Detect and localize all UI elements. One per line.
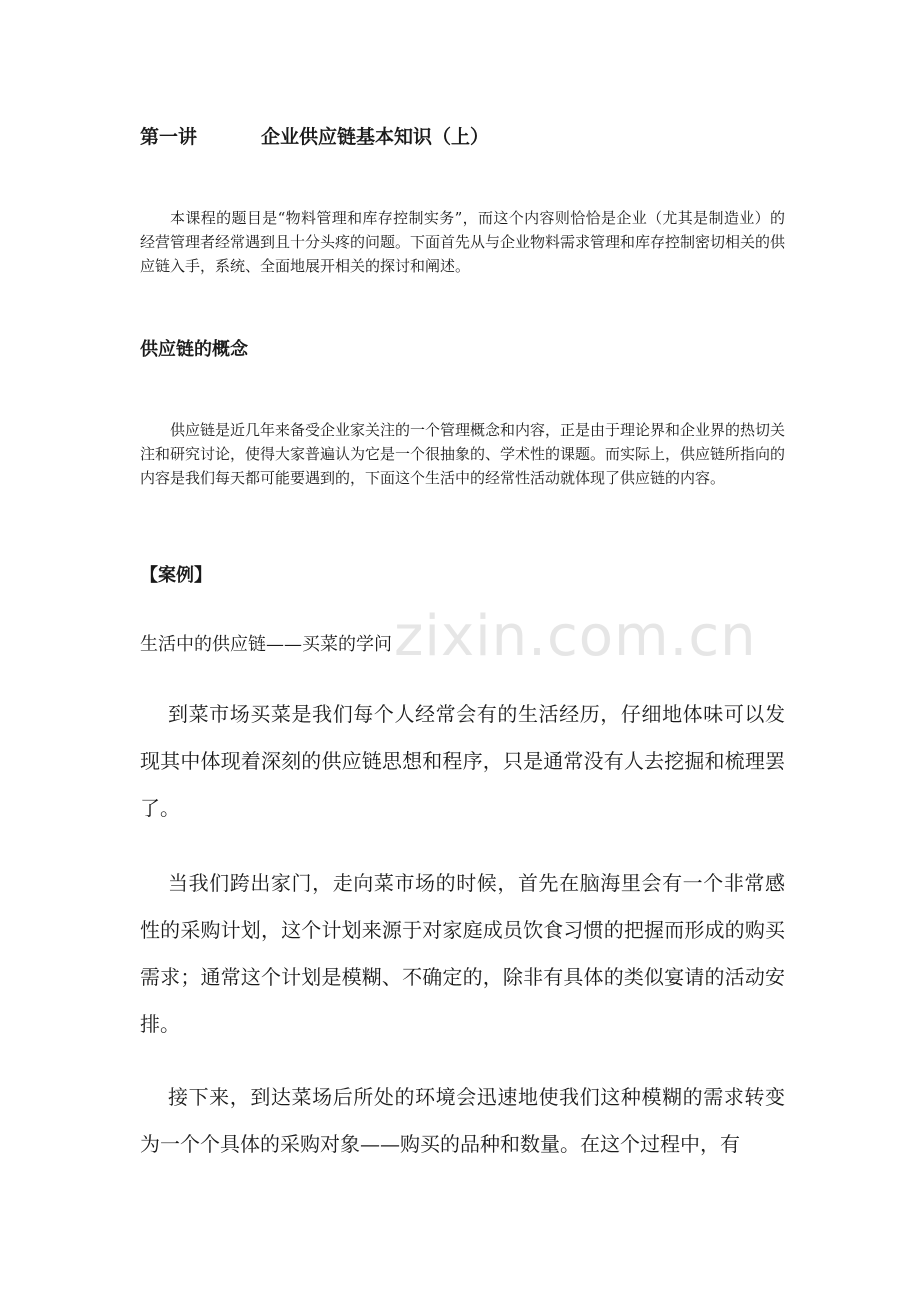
case-title: 生活中的供应链——买菜的学问: [140, 634, 392, 655]
lecture-title-text: 企业供应链基本知识（上）: [261, 126, 490, 148]
section-heading: 供应链的概念: [140, 339, 248, 360]
case-label: 【案例】: [140, 565, 212, 586]
case-paragraph-2: 当我们跨出家门，走向菜市场的时候，首先在脑海里会有一个非常感性的采购计划，这个计划来源于对家庭成员饮食习惯的把握而形成的购买需求；通常这个计划是模糊、不确定的，除非有具体的类似宴请的活动安排。: [140, 871, 785, 1036]
concept-paragraph: 供应链是近几年来备受企业家关注的一个管理概念和内容，正是由于理论界和企业界的热切关注和研究讨论，使得大家普遍认为它是一个很抽象的、学术性的课题。而实际上，供应链所指向的内容是我们每天都可能要遇到的，下面这个生活中的经常性活动就体现了供应链的内容。: [140, 421, 786, 487]
intro-paragraph: 本课程的题目是“物料管理和库存控制实务”，而这个内容则恰恰是企业（尤其是制造业）的经营管理者经常遇到且十分头疼的问题。下面首先从与企业物料需求管理和库存控制密切相关的供应链入手，系统、全面地展开相关的探讨和阐述。: [140, 209, 786, 275]
lecture-number: 第一讲: [140, 126, 198, 148]
lecture-title: [140, 124, 785, 150]
case-paragraph-1: 到菜市场买菜是我们每个人经常会有的生活经历，仔细地体味可以发现其中体现着深刻的供应链思想和程序，只是通常没有人去挖掘和梳理罢了。: [140, 702, 785, 820]
case-paragraph-3: 接下来，到达菜场后所处的环境会迅速地使我们这种模糊的需求转变为一个个具体的采购对象——购买的品种和数量。在这个过程中，有: [140, 1085, 785, 1156]
watermark: zixin.com.cn: [394, 604, 757, 669]
